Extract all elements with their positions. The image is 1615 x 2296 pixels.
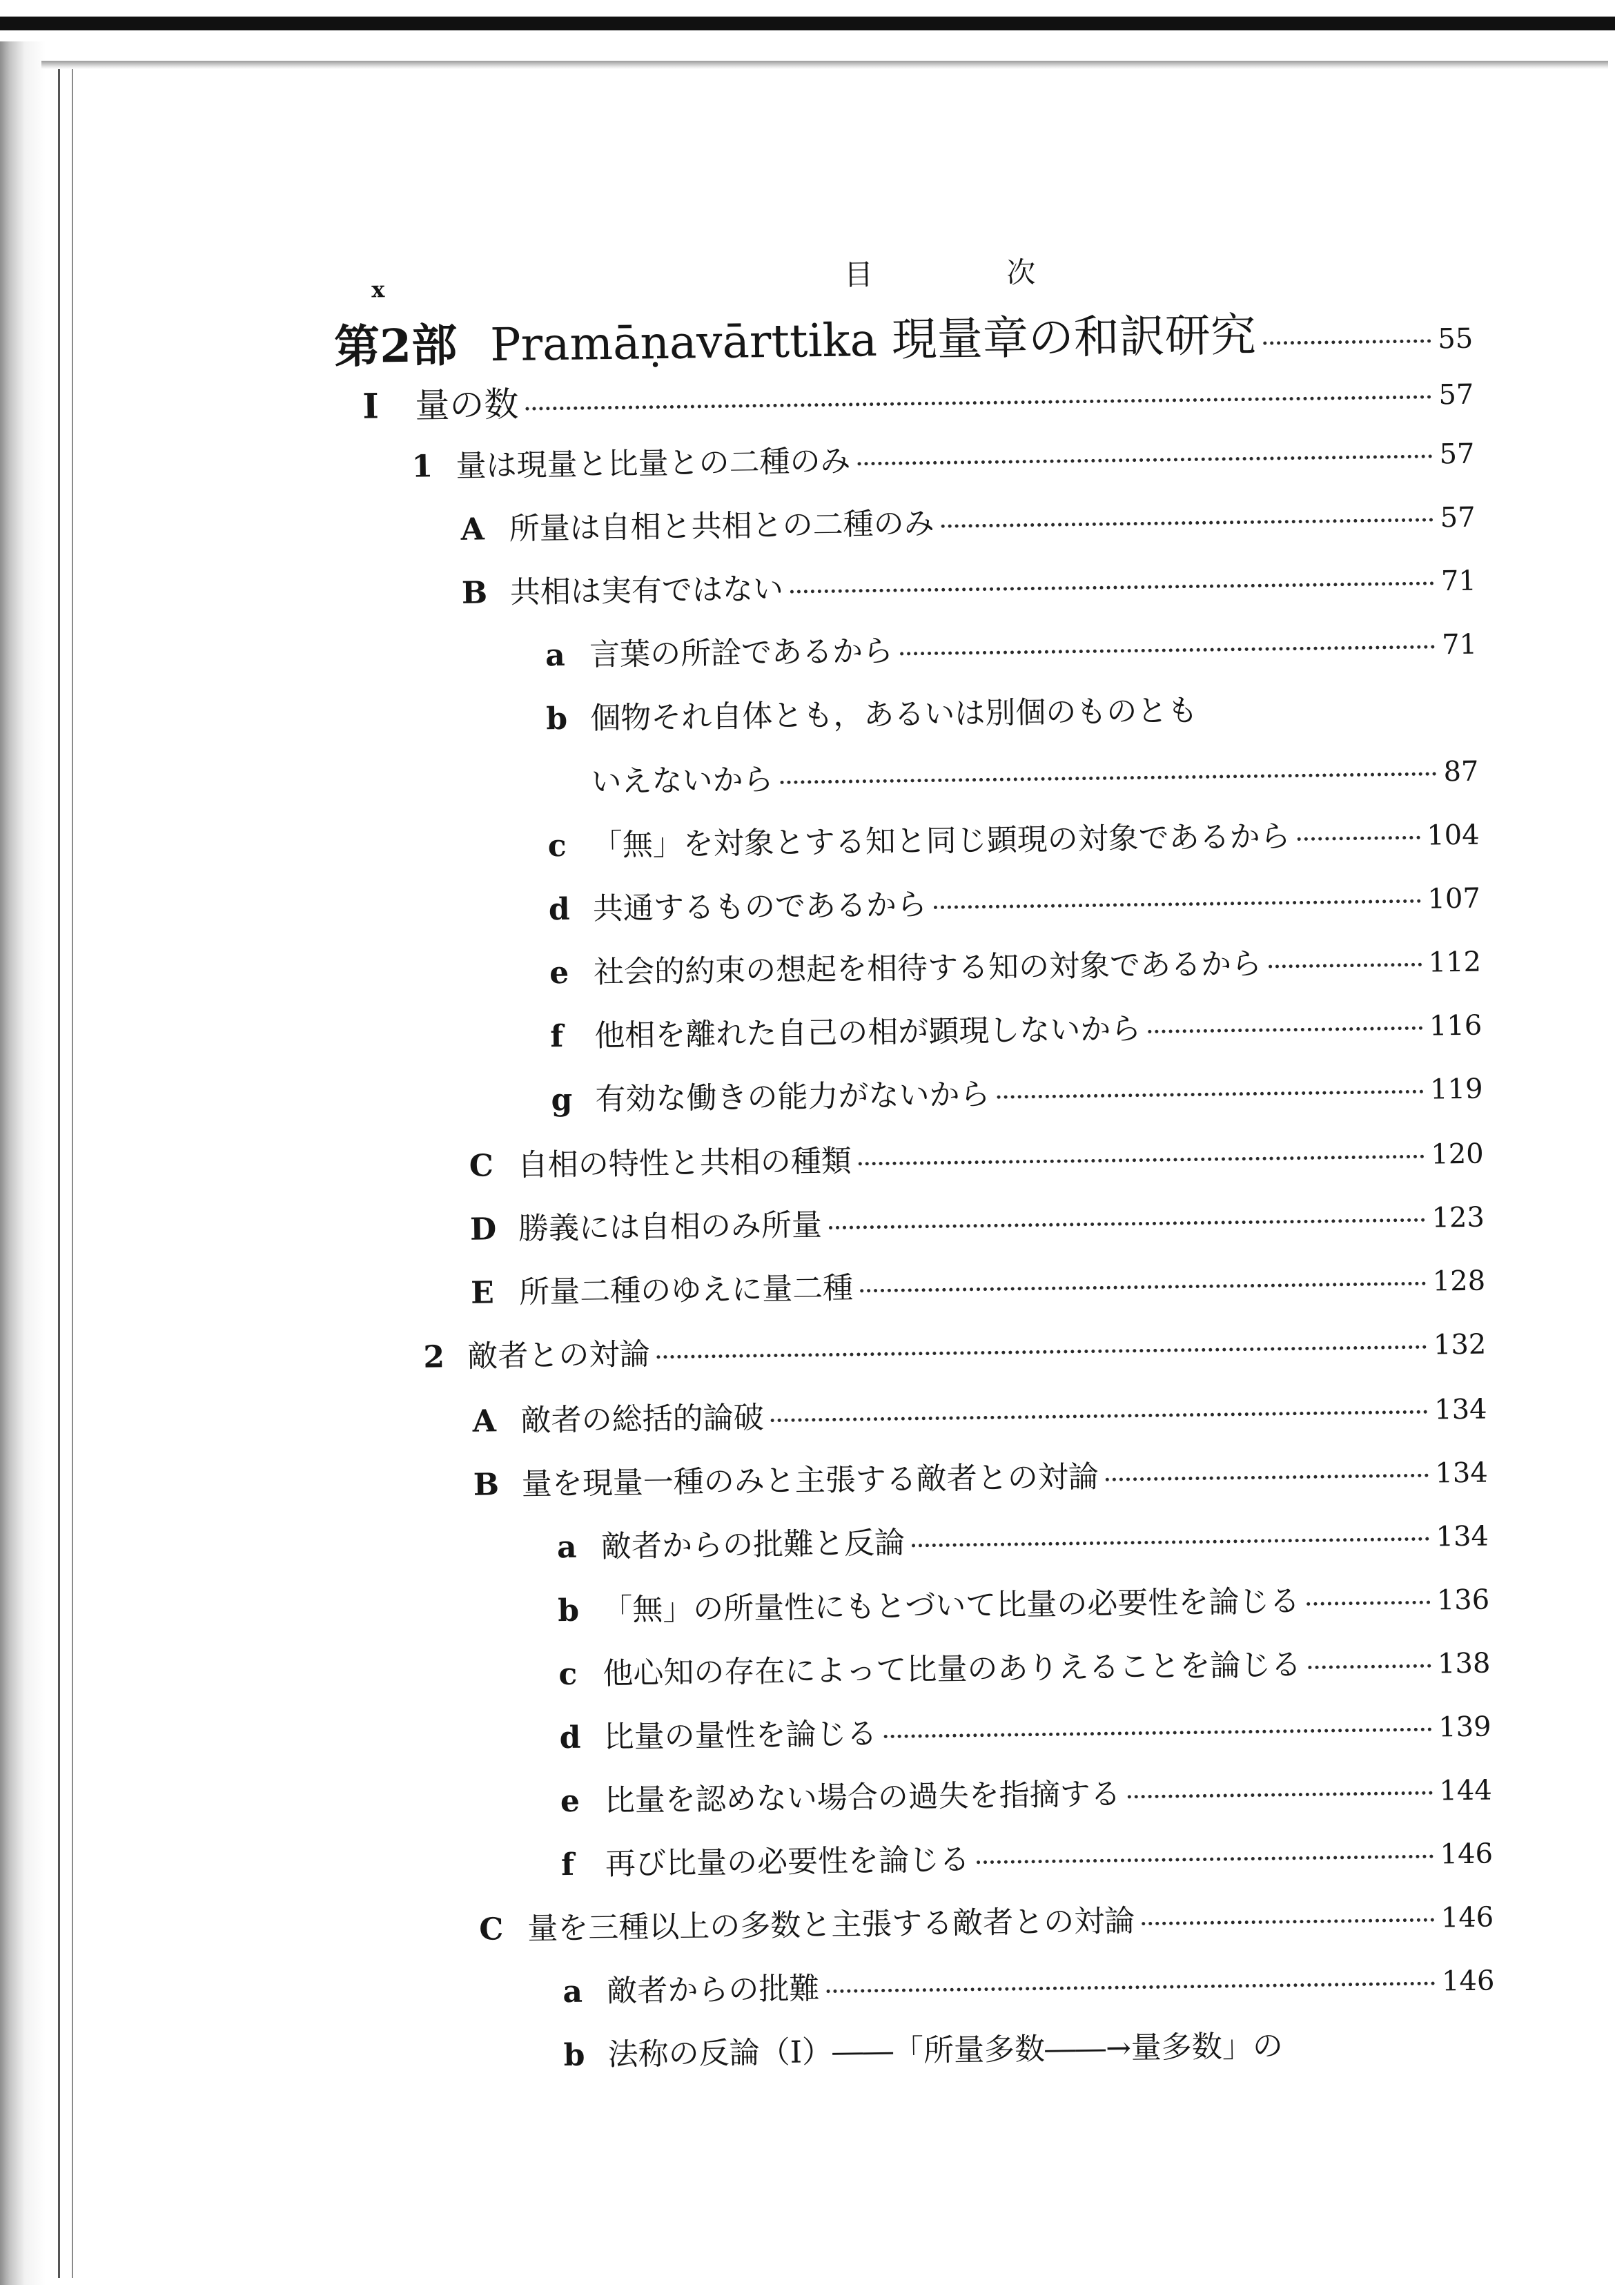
toc-page-number: 57 bbox=[1440, 501, 1476, 534]
toc-entry[interactable] bbox=[470, 1191, 1485, 1249]
running-head-title: 目 次 bbox=[843, 254, 1098, 292]
toc-page-number: 138 bbox=[1437, 1647, 1491, 1680]
toc-entry-title: 言葉の所詮であるから bbox=[589, 633, 894, 673]
page-folio: x bbox=[371, 276, 385, 303]
toc-entry-title: 他心知の存在によって比量のありえることを論じる bbox=[603, 1647, 1302, 1692]
toc-entry[interactable] bbox=[559, 1700, 1491, 1757]
toc-page-number: 134 bbox=[1435, 1457, 1489, 1490]
toc-entry[interactable] bbox=[563, 2021, 1283, 2074]
toc-entry-title: 比量を認めない場合の過失を指摘する bbox=[604, 1776, 1122, 1819]
toc-page-number: 104 bbox=[1427, 819, 1480, 852]
toc-entry-title: 共相は実有ではない bbox=[509, 571, 784, 610]
toc-entry-title: 敵者の総括的論破 bbox=[520, 1400, 764, 1439]
dot-leader bbox=[977, 1855, 1433, 1865]
dot-leader bbox=[656, 1345, 1427, 1359]
toc-entry-title: 敵者からの批難 bbox=[607, 1971, 820, 2010]
dot-leader bbox=[1306, 1601, 1430, 1606]
toc-entry-number: f bbox=[550, 1019, 564, 1055]
toc-page-number: 55 bbox=[1438, 322, 1474, 356]
toc-entry[interactable] bbox=[334, 295, 1474, 376]
toc-entry-title: いえないから bbox=[591, 761, 774, 800]
dot-leader bbox=[912, 1537, 1429, 1548]
toc-entry[interactable] bbox=[545, 619, 1478, 675]
toc-entry[interactable] bbox=[546, 685, 1198, 738]
toc-entry-number: c bbox=[558, 1656, 578, 1693]
toc-entry-title: 量の数 bbox=[415, 384, 519, 426]
dot-leader bbox=[771, 1410, 1428, 1422]
toc-entry[interactable] bbox=[562, 1954, 1495, 2011]
toc-entry[interactable] bbox=[558, 1574, 1490, 1631]
dot-leader bbox=[1106, 1474, 1429, 1481]
toc-entry[interactable] bbox=[473, 1447, 1488, 1504]
toc-page-number: 132 bbox=[1433, 1328, 1487, 1361]
toc-entry-title: 敵者との対論 bbox=[467, 1336, 650, 1374]
toc-entry-title: 再び比量の必要性を論じる bbox=[605, 1842, 970, 1882]
toc-entry[interactable] bbox=[560, 1764, 1492, 1820]
toc-page-number: 107 bbox=[1427, 882, 1481, 915]
toc-entry-title: 有効な働きの能力がないから bbox=[595, 1076, 990, 1118]
toc-entry[interactable] bbox=[557, 1510, 1489, 1567]
toc-entry[interactable] bbox=[558, 1637, 1491, 1694]
toc-entry-number: g bbox=[551, 1082, 573, 1118]
dot-leader bbox=[859, 1155, 1425, 1166]
toc-entry-title: 法称の反論（I）――「所量多数――→量多数」の bbox=[607, 2028, 1284, 2073]
dot-leader bbox=[1263, 339, 1431, 344]
dot-leader bbox=[997, 1090, 1424, 1099]
toc-entry-title: 所量は自相と共相との二種のみ bbox=[509, 505, 935, 547]
toc-entry-title: 量を現量一種のみと主張する敵者との対論 bbox=[521, 1459, 1099, 1502]
toc-entry-number: D bbox=[469, 1212, 497, 1247]
dot-leader bbox=[1269, 963, 1422, 969]
toc-entry-title: 個物それ自体とも，あるいは別個のものとも bbox=[590, 692, 1198, 737]
toc-entry[interactable] bbox=[460, 492, 1476, 549]
toc-entry-number: a bbox=[545, 637, 565, 674]
toc-page-number: 134 bbox=[1433, 1393, 1487, 1426]
toc-entry[interactable] bbox=[561, 1827, 1494, 1884]
toc-entry[interactable] bbox=[549, 936, 1482, 993]
dot-leader bbox=[941, 518, 1433, 527]
toc-entry[interactable] bbox=[471, 1255, 1486, 1312]
toc-entry-number: A bbox=[460, 512, 485, 547]
toc-page-number: 139 bbox=[1438, 1711, 1491, 1744]
toc-entry[interactable] bbox=[472, 1383, 1487, 1441]
toc-page-number: 120 bbox=[1431, 1138, 1485, 1171]
dot-leader bbox=[858, 454, 1433, 465]
toc-entry-title: 勝義には自相のみ所量 bbox=[518, 1207, 823, 1247]
toc-page-number: 136 bbox=[1436, 1584, 1490, 1617]
toc-entry-number: 2 bbox=[423, 1339, 445, 1375]
toc-entry-number: c bbox=[547, 828, 567, 864]
dot-leader bbox=[900, 645, 1435, 655]
toc-entry-title: Pramāṇavārttika 現量章の和訳研究 bbox=[489, 308, 1257, 372]
toc-entry[interactable] bbox=[548, 873, 1480, 929]
toc-entry-title: 「無」の所量性にもとづいて比量の必要性を論じる bbox=[601, 1584, 1300, 1628]
toc-page-number: 112 bbox=[1428, 946, 1482, 979]
toc-entry-number: e bbox=[560, 1783, 580, 1820]
dot-leader bbox=[826, 1982, 1435, 1994]
dot-leader bbox=[1148, 1027, 1422, 1033]
toc-entry-title: 比量の量性を論じる bbox=[603, 1716, 877, 1755]
toc-entry-number: I bbox=[362, 385, 380, 427]
toc-page-number: 128 bbox=[1432, 1265, 1486, 1298]
toc-page-number: 71 bbox=[1441, 628, 1478, 661]
toc-entry-title: 量は現量と比量との二種のみ bbox=[456, 443, 851, 484]
toc-entry-number: 1 bbox=[411, 449, 433, 485]
toc-entry-number: B bbox=[461, 575, 488, 611]
dot-leader bbox=[1128, 1791, 1433, 1799]
dot-leader bbox=[1142, 1918, 1434, 1926]
toc-entry-number: 第2部 bbox=[333, 318, 458, 374]
toc-page-number: 57 bbox=[1439, 438, 1475, 471]
toc-page-number: 87 bbox=[1443, 755, 1479, 788]
toc-entry[interactable] bbox=[423, 1319, 1487, 1376]
dot-leader bbox=[934, 899, 1421, 909]
toc-entry-number: E bbox=[470, 1275, 495, 1311]
toc-entry-number: e bbox=[549, 955, 569, 991]
toc-page-number: 144 bbox=[1439, 1774, 1493, 1807]
dot-leader bbox=[860, 1282, 1426, 1293]
toc-entry[interactable] bbox=[362, 364, 1474, 429]
toc-entry-number: B bbox=[473, 1467, 500, 1503]
toc-page-number: 71 bbox=[1440, 565, 1477, 598]
toc-entry-number: C bbox=[478, 1911, 504, 1947]
toc-entry[interactable] bbox=[411, 428, 1475, 486]
toc-entry-number: b bbox=[557, 1593, 580, 1629]
dot-leader bbox=[790, 581, 1434, 593]
dot-leader bbox=[1298, 836, 1420, 841]
dot-leader bbox=[884, 1728, 1432, 1738]
toc-entry-title: 「無」を対象とする知と同じ顕現の対象であるから bbox=[591, 819, 1291, 864]
toc-entry[interactable] bbox=[591, 746, 1479, 801]
toc-page-number: 57 bbox=[1438, 378, 1474, 411]
toc-entry-number: a bbox=[556, 1529, 577, 1566]
toc-page-number: 123 bbox=[1431, 1201, 1485, 1234]
toc-entry-number: d bbox=[559, 1720, 581, 1756]
toc-entry[interactable] bbox=[479, 1891, 1494, 1948]
toc-page-number: 146 bbox=[1440, 1838, 1494, 1871]
dot-leader bbox=[829, 1218, 1425, 1229]
toc-page-number: 146 bbox=[1441, 1965, 1495, 1998]
toc-entry-number: a bbox=[562, 1974, 583, 2010]
dot-leader bbox=[781, 772, 1437, 784]
toc-entry-title: 自相の特性と共相の種類 bbox=[517, 1143, 852, 1183]
toc-page-number: 116 bbox=[1429, 1009, 1482, 1042]
toc-entry-title: 社会的約束の想起を相待する知の対象であるから bbox=[593, 946, 1262, 991]
toc-page-number: 134 bbox=[1436, 1520, 1489, 1553]
dot-leader bbox=[1308, 1664, 1431, 1669]
dot-leader bbox=[525, 395, 1431, 410]
toc-entry[interactable] bbox=[550, 1000, 1482, 1056]
toc-page-number: 146 bbox=[1440, 1901, 1494, 1934]
toc-entry-title: 所量二種のゆえに量二種 bbox=[518, 1270, 854, 1310]
toc-entry-number: f bbox=[560, 1847, 575, 1883]
toc-entry-title: 敵者からの批難と反論 bbox=[600, 1525, 906, 1565]
toc-entry-number: b bbox=[546, 701, 568, 737]
toc-entry[interactable] bbox=[551, 1063, 1483, 1120]
toc-entry-number: A bbox=[472, 1403, 497, 1439]
toc-entry[interactable] bbox=[461, 555, 1476, 612]
toc-entry-number: d bbox=[548, 891, 571, 928]
toc-entry[interactable] bbox=[547, 809, 1480, 866]
toc-entry-title: 他相を離れた自己の相が顕現しないから bbox=[594, 1011, 1142, 1054]
toc-entry-title: 量を三種以上の多数と主張する敵者との対論 bbox=[527, 1903, 1135, 1947]
toc-entry-number: C bbox=[469, 1148, 494, 1184]
toc-entry-title: 共通するものであるから bbox=[592, 887, 928, 927]
toc-entry[interactable] bbox=[469, 1128, 1484, 1185]
toc-entry-number: b bbox=[563, 2037, 585, 2074]
toc-page-number: 119 bbox=[1429, 1073, 1483, 1106]
